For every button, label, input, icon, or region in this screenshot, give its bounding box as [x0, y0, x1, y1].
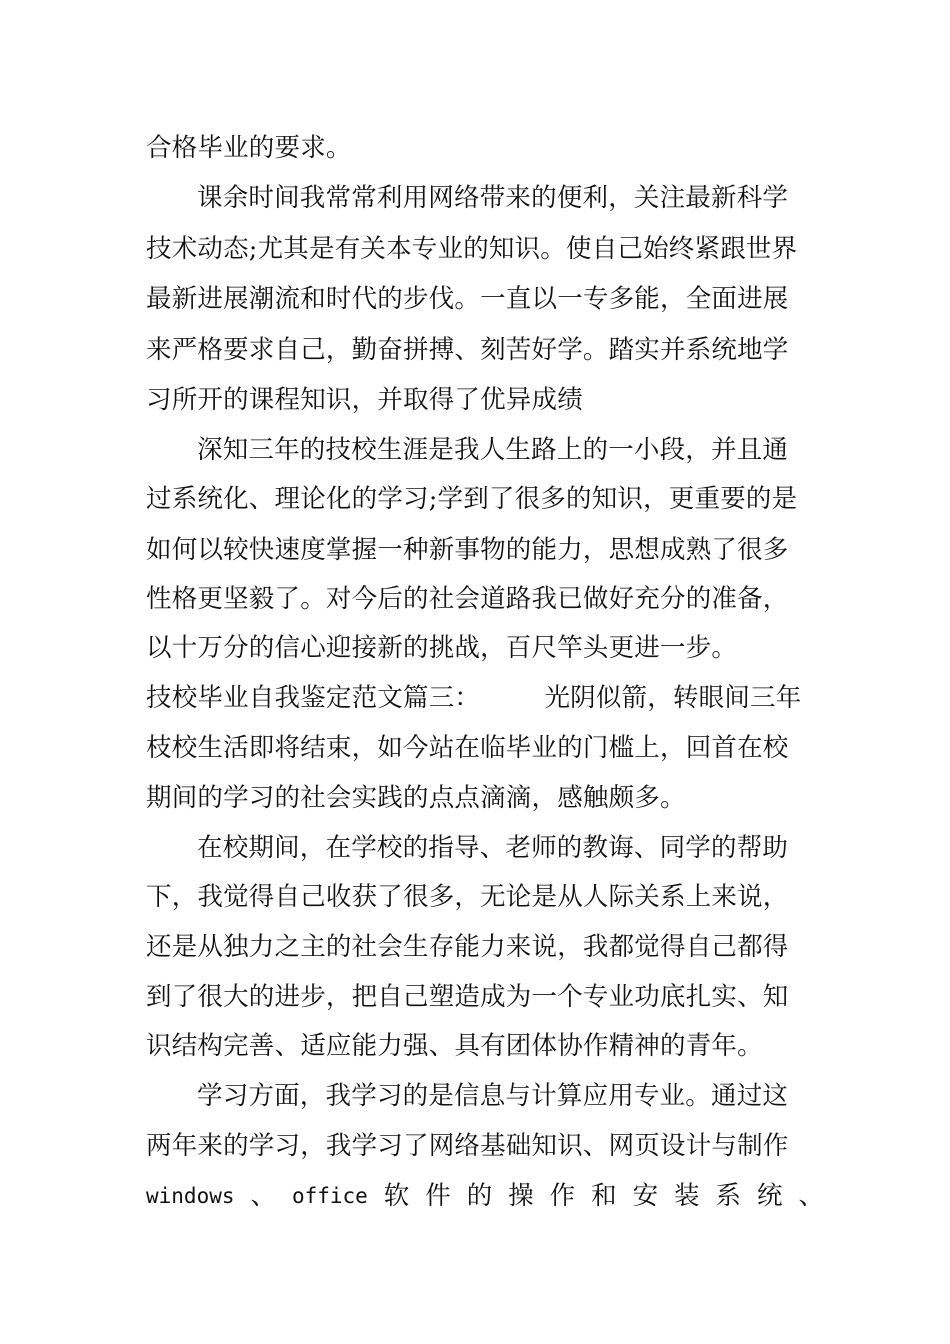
- section-heading-line: 技校毕业自我鉴定范文篇三： 光阴似箭，转眼间三年: [146, 683, 802, 713]
- paragraph-first-line: 在校期间，在学校的指导、老师的教诲、同学的帮助: [197, 833, 789, 863]
- text-line: 合格毕业的要求。: [146, 133, 352, 163]
- word: office: [291, 1184, 368, 1208]
- text-line: 来严格要求自己，勤奋拼搏、刻苦好学。踏实并系统地学: [146, 335, 789, 365]
- word: 操: [508, 1181, 534, 1211]
- text-line: 习所开的课程知识，并取得了优异成绩: [146, 385, 583, 415]
- word: 和: [591, 1181, 617, 1211]
- text-line: 性格更坚毅了。对今后的社会道路我已做好充分的准备，: [146, 584, 789, 614]
- text-line: 过系统化、理论化的学习;学到了很多的知识，更重要的是: [146, 484, 798, 514]
- word: 系: [715, 1181, 742, 1211]
- paragraph-first-line: 课余时间我常常利用网络带来的便利，关注最新科学: [197, 183, 789, 213]
- text-line: 如何以较快速度掌握一种新事物的能力，思想成熟了很多: [146, 535, 789, 565]
- word: 、: [250, 1181, 276, 1211]
- word: 的: [466, 1181, 493, 1211]
- text-line: 技术动态;尤其是有关本专业的知识。使自己始终紧跟世界: [146, 234, 798, 264]
- text-line: 到了很大的进步，把自己塑造成为一个专业功底扎实、知: [146, 982, 789, 1012]
- text-line: 最新进展潮流和时代的步伐。一直以一专多能，全面进展: [146, 284, 789, 314]
- text-line: 以十万分的信心迎接新的挑战，百尺竿头更进一步。: [146, 633, 738, 663]
- paragraph-first-line: 学习方面，我学习的是信息与计算应用专业。通过这: [197, 1081, 789, 1111]
- word: 统: [756, 1181, 783, 1211]
- justified-last-line: [146, 1181, 824, 1211]
- word: 安: [632, 1181, 659, 1211]
- text-line: 识结构完善、适应能力强、具有团体协作精神的青年。: [146, 1031, 763, 1061]
- word: 软: [383, 1181, 410, 1211]
- word: 、: [798, 1181, 824, 1211]
- word: 作: [549, 1181, 576, 1211]
- paragraph-first-line: 深知三年的技校生涯是我人生路上的一小段，并且通: [197, 435, 789, 465]
- word: windows: [146, 1184, 235, 1208]
- text-line: 枝校生活即将结束，如今站在临毕业的门槛上，回首在校: [146, 733, 789, 763]
- text-line: 期间的学习的社会实践的点点滴滴，感触颇多。: [146, 783, 686, 813]
- text-line: 还是从独力之主的社会生存能力来说，我都觉得自己都得: [146, 932, 789, 962]
- text-line: 下，我觉得自己收获了很多，无论是从人际关系上来说，: [146, 882, 789, 912]
- word: 装: [674, 1181, 700, 1211]
- word: 件: [425, 1181, 451, 1211]
- text-line: 两年来的学习，我学习了网络基础知识、网页设计与制作: [146, 1131, 789, 1161]
